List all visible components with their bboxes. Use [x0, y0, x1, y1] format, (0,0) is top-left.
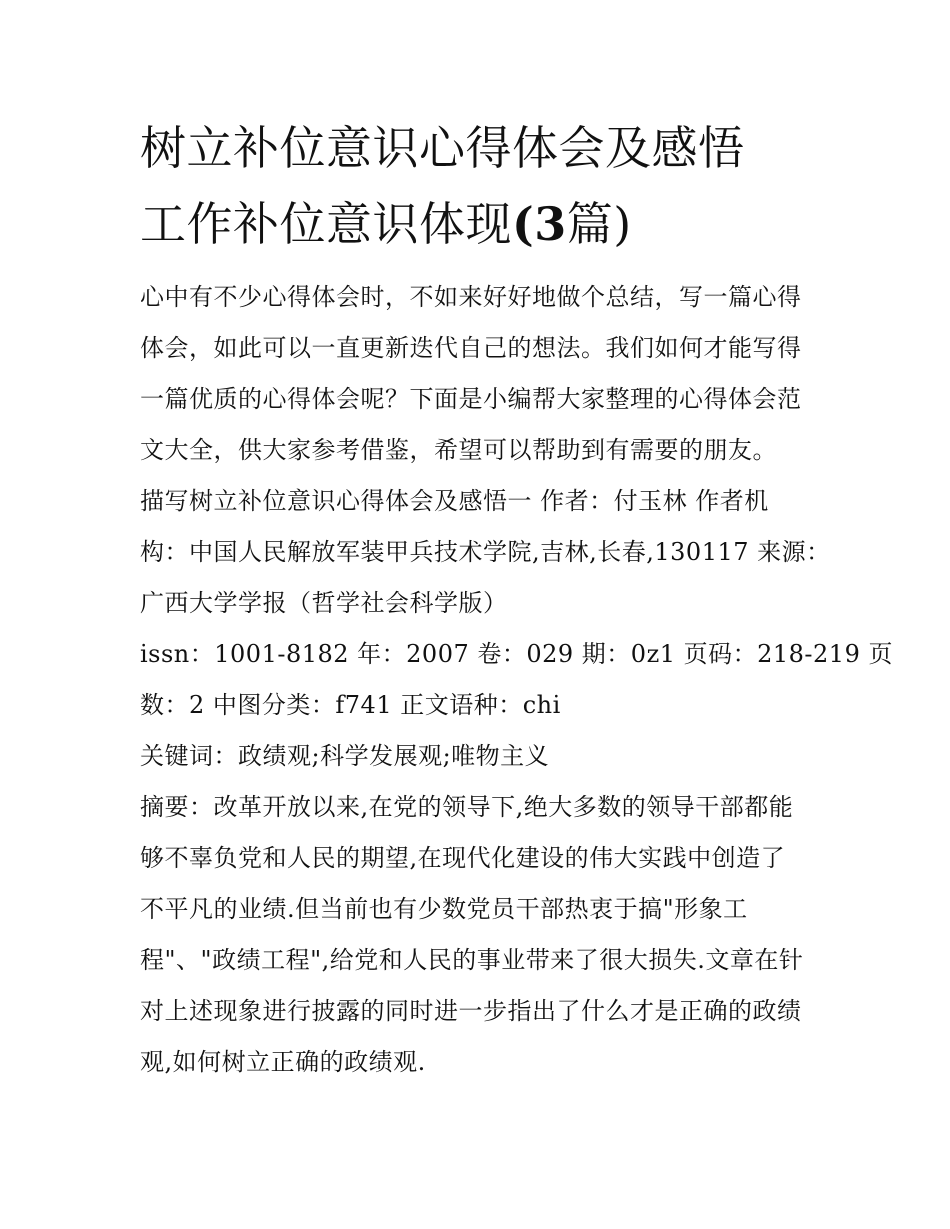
body-line: 不平凡的业绩.但当前也有少数党员干部热衷于搞"形象工 [140, 895, 748, 923]
body-line: 体会，如此可以一直更新迭代自己的想法。我们如何才能写得 [140, 334, 802, 362]
title-count-bold: (3 [512, 197, 567, 251]
body-line: 程"、"政绩工程",给党和人民的事业带来了很大损失.文章在针 [140, 946, 804, 974]
title-line-2 [140, 186, 820, 262]
document-page [140, 110, 893, 1088]
title-line-2-text: 工作补位意识体现 [140, 197, 512, 251]
body-line: 摘要：改革开放以来,在党的领导下,绝大多数的领导干部都能 [140, 793, 794, 821]
title-count-suffix: 篇) [566, 197, 632, 251]
body-line: 关键词：政绩观;科学发展观;唯物主义 [140, 742, 550, 770]
body-line: 文大全，供大家参考借鉴，希望可以帮助到有需要的朋友。 [140, 436, 777, 464]
document-body [140, 272, 893, 1088]
title-line-1: 树立补位意识心得体会及感悟 [140, 121, 745, 175]
body-line: 构：中国人民解放军装甲兵技术学院,吉林,长春,130117 来源： [140, 538, 831, 566]
body-line: 一篇优质的心得体会呢？下面是小编帮大家整理的心得体会范 [140, 385, 802, 413]
body-line: 够不辜负党和人民的期望,在现代化建设的伟大实践中创造了 [140, 844, 786, 872]
body-line: 观,如何树立正确的政绩观. [140, 1048, 426, 1076]
body-line: issn：1001-8182 年：2007 卷：029 期：0z1 页码：218-219 页 [140, 640, 893, 668]
body-line: 心中有不少心得体会时，不如来好好地做个总结，写一篇心得 [140, 283, 802, 311]
body-line: 描写树立补位意识心得体会及感悟一 作者：付玉林 作者机 [140, 487, 769, 515]
document-title [140, 110, 820, 262]
body-line: 对上述现象进行披露的同时进一步指出了什么才是正确的政绩 [140, 997, 802, 1025]
body-line: 数：2 中图分类：f741 正文语种：chi [140, 691, 561, 719]
body-line: 广西大学学报（哲学社会科学版） [140, 589, 508, 617]
